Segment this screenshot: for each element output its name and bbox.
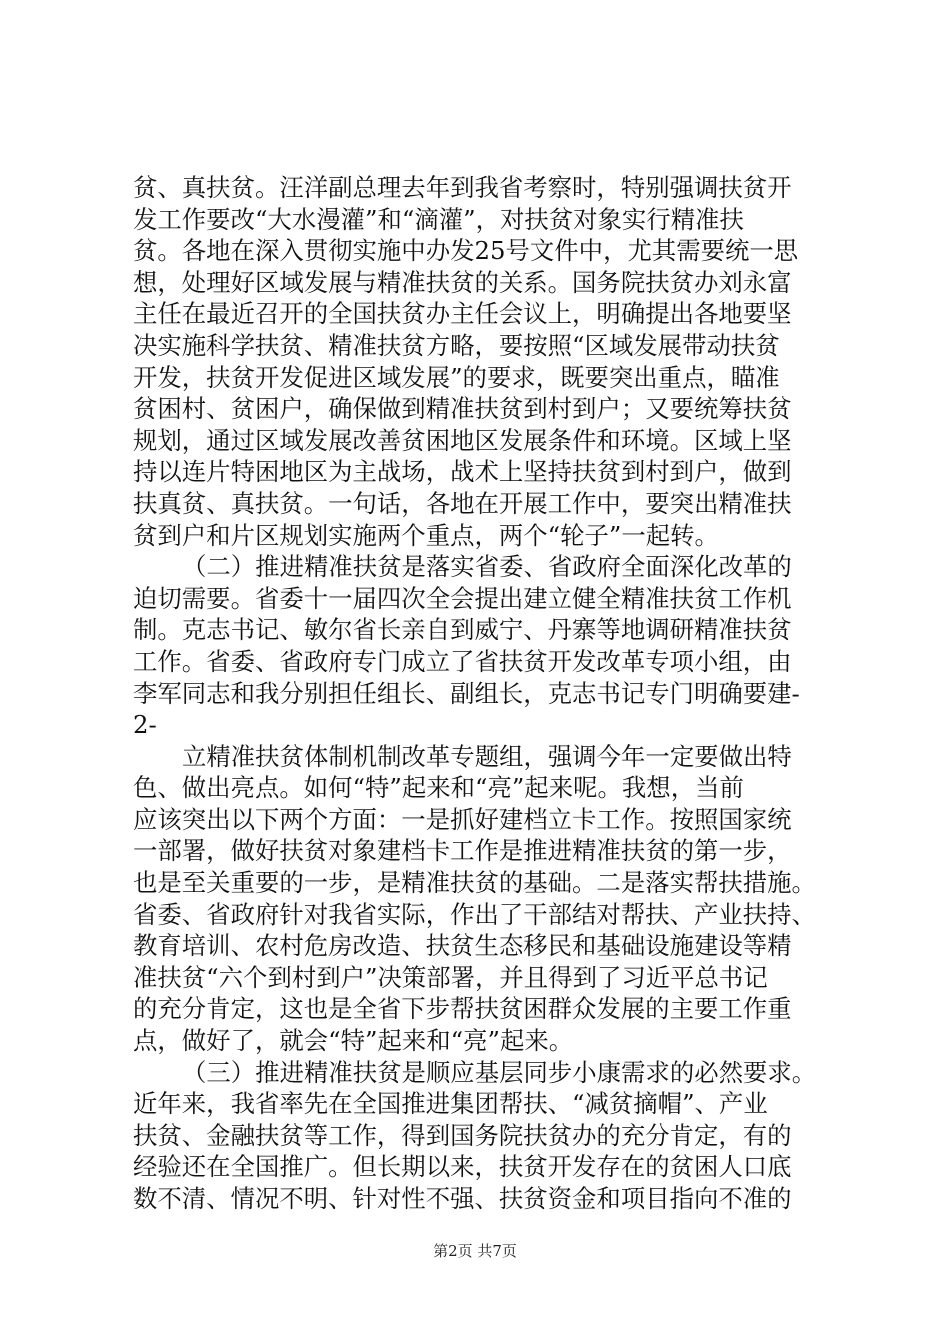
text-line: （二）推进精准扶贫是落实省委、省政府全面深化改革的	[182, 552, 792, 582]
text-line: 规划，通过区域发展改善贫困地区发展条件和环境。区域上坚	[133, 425, 792, 455]
text-line: 制。克志书记、敏尔省长亲自到威宁、丹寨等地调研精准扶贫	[133, 615, 792, 645]
text-line: 决实施科学扶贫、精准扶贫方略，要按照“区域发展带动扶贫	[133, 330, 780, 360]
text-line: 立精准扶贫体制机制改革专题组，强调今年一定要做出特	[182, 741, 792, 771]
text-line: 贫困村、贫困户，确保做到精准扶贫到村到户；又要统筹扶贫	[133, 394, 792, 424]
text-line: 发工作要改“大水漫灌”和“滴灌”，对扶贫对象实行精准扶	[133, 204, 744, 234]
text-line: 点，做好了，就会“特”起来和“亮”起来。	[133, 1026, 574, 1056]
text-line: 教育培训、农村危房改造、扶贫生态移民和基础设施建设等精	[133, 931, 792, 961]
text-line: 贫到户和片区规划实施两个重点，两个“轮子”一起转。	[133, 520, 719, 550]
text-line: 一部署，做好扶贫对象建档卡工作是推进精准扶贫的第一步，	[133, 836, 792, 866]
text-line: 经验还在全国推广。但长期以来，扶贫开发存在的贫困人口底	[133, 1152, 792, 1182]
text-line: 扶真贫、真扶贫。一句话，各地在开展工作中，要突出精准扶	[133, 488, 792, 518]
text-line: 也是至关重要的一步，是精准扶贫的基础。二是落实帮扶措施。	[133, 868, 816, 898]
text-line: 扶贫、金融扶贫等工作，得到国务院扶贫办的充分肯定，有的	[133, 1120, 792, 1150]
text-line: 数不清、情况不明、针对性不强、扶贫资金和项目指向不准的	[133, 1184, 792, 1213]
text-line: 想，处理好区域发展与精准扶贫的关系。国务院扶贫办刘永富	[133, 267, 792, 297]
text-line: 的充分肯定，这也是全省下步帮扶贫困群众发展的主要工作重	[133, 994, 792, 1024]
text-line: 开发，扶贫开发促进区域发展”的要求，既要突出重点，瞄准	[133, 362, 780, 392]
text-line: 李军同志和我分别担任组长、副组长，克志书记专门明确要建-	[133, 678, 800, 708]
text-line: 工作。省委、省政府专门成立了省扶贫开发改革专项小组，由	[133, 646, 792, 676]
document-body	[133, 172, 833, 1215]
text-line: 2-	[133, 710, 157, 740]
text-line: 准扶贫“六个到村到户”决策部署，并且得到了习近平总书记	[133, 962, 768, 992]
text-line: 省委、省政府针对我省实际，作出了干部结对帮扶、产业扶持、	[133, 899, 816, 929]
text-line: 应该突出以下两个方面：一是抓好建档立卡工作。按照国家统	[133, 804, 792, 834]
text-line: 近年来，我省率先在全国推进集团帮扶、“减贫摘帽”、产业	[133, 1089, 768, 1119]
text-line: 持以连片特困地区为主战场，战术上坚持扶贫到村到户，做到	[133, 457, 792, 487]
text-line: 迫切需要。省委十一届四次全会提出建立健全精准扶贫工作机	[133, 583, 792, 613]
text-line: 色、做出亮点。如何“特”起来和“亮”起来呢。我想，当前	[133, 773, 744, 803]
text-line: 主任在最近召开的全国扶贫办主任会议上，明确提出各地要坚	[133, 299, 792, 329]
text-line: 贫。各地在深入贯彻实施中办发25号文件中，尤其需要统一思	[133, 236, 799, 266]
text-line: （三）推进精准扶贫是顺应基层同步小康需求的必然要求。	[182, 1057, 817, 1087]
text-line: 贫、真扶贫。汪洋副总理去年到我省考察时，特别强调扶贫开	[133, 173, 792, 202]
page-footer: 第2页 共7页	[433, 1242, 517, 1260]
